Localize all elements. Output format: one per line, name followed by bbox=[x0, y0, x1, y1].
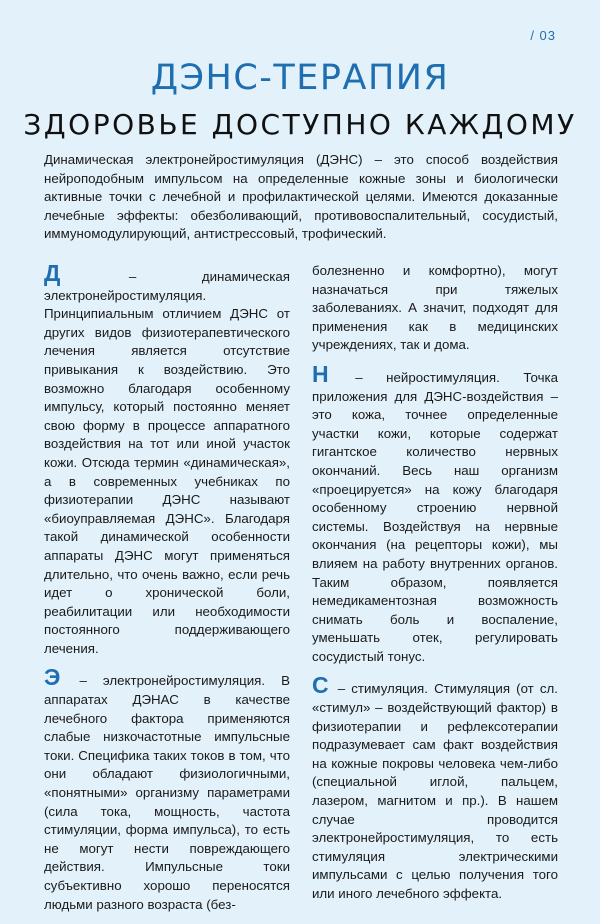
page-title: ДЭНС-ТЕРАПИЯ bbox=[150, 58, 450, 98]
paragraph-n bbox=[312, 360, 558, 667]
dropcap-s: С bbox=[312, 672, 329, 699]
paragraph-n-text: – нейростимуляция. Точка приложения для ДЭНС-воздействия – это кожа, точнее определенные участки кожи, которые содержат гигантское количество нервных окончаний. Весь наш организм «проецируется» на кожу благодаря особенному строению нервной системы. Воздействуя на нервные окончания (на рецепторы кожи), мы влияем на работу внутренних органов. Таким образом, появляется немедикаментозная возможность снимать боль и воспаление, уменьшать отек, регулировать сосудистый тонус. bbox=[312, 369, 558, 664]
paragraph-e bbox=[44, 664, 290, 914]
paragraph-s-text: – стимуляция. Стимуляция (от сл. «стимул» – воздействующий фактор) в физиотерапии и рефлексотерапии подразумевает сам факт воздействия на кожные покровы человека чем-либо (специальной иглой, пальцем, лазером, магнитом и пр.). В нашем случае проводится электронейростимуляция, то есть стимуляция электрическими импульсами с целью получения того или иного лечебного эффекта. bbox=[312, 681, 558, 901]
page-number: / 03 bbox=[530, 28, 556, 43]
paragraph-e-text: – электронейростимуляция. В аппаратах ДЭНАС в качестве лечебного фактора применяются слабые низкочастотные импульсные токи. Специфика таких токов в том, что они обладают физиологичными, «понятными» организму параметрами (сила тока, мощность, частота стимуляции, форма импульса), то есть не могут нести повреждающего действия. Импульсные токи субъективно хорошо переносятся людьми разного возраста (без- bbox=[44, 673, 290, 912]
dropcap-e: Э bbox=[44, 664, 61, 691]
intro-paragraph: Динамическая электронейростимуляция (ДЭНС) – это способ воздействия нейроподобным импульсом на определенные кожные зоны и биологически активные точки с лечебной и профилактической целями. Имеются доказанные лечебные эффекты: обезболивающий, противовоспалительный, сосудистый, иммуномодулирующий, антистрессовый, трофический. bbox=[44, 152, 558, 242]
paragraph-d-text: – динамическая электронейростимуляция. Принципиальным отличием ДЭНС от других видов физиотерапевтического лечения является отсутствие привыкания к воздействию. Это возможно благодаря особенному импульсу, который постоянно меняет свою форму в процессе аппаратного воздействия на тот или иной участок кожи. Отсюда термин «динамическая», а в современных учебниках по физиотерапии ДЭНС называют «биоуправляемая ДЭНС». Благодаря такой динамической особенности аппараты ДЭНС могут применяться длительно, что очень важно, если речь идет о хронической боли, реабилитации или необходимости постоянного поддерживающего лечения. bbox=[44, 269, 290, 656]
dropcap-n: Н bbox=[312, 360, 329, 387]
right-column bbox=[312, 262, 558, 914]
paragraph-d bbox=[44, 260, 290, 658]
paragraph-continuation: болезненно и комфортно), могут назначаться при тяжелых заболеваниях. А значит, подходят для применения как в медицинских учреждениях, так и дома. bbox=[312, 263, 558, 353]
dropcap-d: Д bbox=[44, 260, 61, 286]
paragraph-s bbox=[312, 672, 558, 903]
left-column bbox=[44, 260, 290, 924]
page-subtitle: ЗДОРОВЬЕ ДОСТУПНО КАЖДОМУ bbox=[23, 108, 577, 141]
